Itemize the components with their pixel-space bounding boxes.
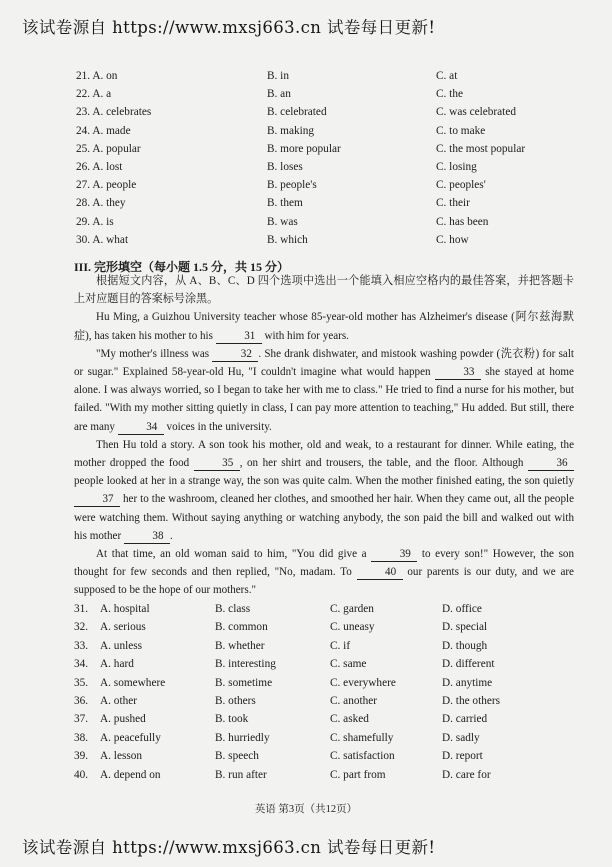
cloze-row <box>0 621 612 639</box>
question-number: 40. <box>74 768 89 781</box>
instruction: 根据短文内容，从 A、B、C、D 四个选项中选出一个能填入相应空格内的最佳答案，并把答题卡上对应题目的答案标号涂黑。 <box>74 275 574 306</box>
cloze-passage <box>74 272 574 600</box>
blank-32: 32 <box>212 348 258 362</box>
option-row <box>0 143 612 161</box>
option-b: B. them <box>267 197 303 210</box>
passage-text: our parents is our duty, and we are supposed to be the hope of our mothers." <box>74 566 574 597</box>
option-c: C. same <box>330 658 367 671</box>
option-row <box>0 216 612 234</box>
option-a: 24. A. made <box>76 124 131 137</box>
question-number: 37. <box>74 713 89 726</box>
paragraph-1 <box>74 308 574 344</box>
question-number: 33. <box>74 639 89 652</box>
page-footer: 英语 第3页（共12页） <box>254 804 358 815</box>
passage-text: . She drank dishwater, and mistook washing powder (洗衣粉) for salt or sugar." Explained 58-year-old Hu, "I couldn't imagine what would happen <box>74 347 574 379</box>
option-d: D. different <box>442 658 495 671</box>
option-d: D. report <box>442 750 483 763</box>
option-b: B. loses <box>267 160 303 173</box>
option-b: B. interesting <box>215 658 276 671</box>
passage-text: "My mother's illness was <box>96 347 210 360</box>
option-a: A. peacefully <box>100 731 161 744</box>
option-c: C. the most popular <box>436 142 526 155</box>
option-row <box>0 197 612 215</box>
grammar-options-list <box>0 70 612 252</box>
option-a: 29. A. is <box>76 215 114 228</box>
cloze-row <box>0 713 612 731</box>
option-c: C. everywhere <box>330 676 396 689</box>
option-c: C. how <box>436 233 469 246</box>
option-b: B. an <box>267 88 291 101</box>
cloze-row <box>0 603 612 621</box>
question-number: 32. <box>74 621 89 634</box>
option-b: B. which <box>267 233 308 246</box>
passage-text: people looked at her in a strange way, the son was quite calm. When the mother finished eating, the son quietly <box>74 475 574 488</box>
option-b: B. others <box>215 694 256 707</box>
option-d: D. office <box>442 603 482 615</box>
option-c: C. if <box>330 639 351 652</box>
option-b: B. whether <box>215 639 265 652</box>
option-a: 25. A. popular <box>76 142 141 155</box>
paragraph-3 <box>74 436 574 545</box>
blank-37: 37 <box>74 493 120 507</box>
option-b: B. common <box>215 621 268 634</box>
option-c: C. shamefully <box>330 731 394 744</box>
option-b: B. class <box>215 603 251 615</box>
option-d: D. special <box>442 621 488 634</box>
option-c: C. part from <box>330 768 386 781</box>
option-row <box>0 179 612 197</box>
option-c: C. satisfaction <box>330 750 395 763</box>
option-row <box>0 88 612 106</box>
blank-39: 39 <box>371 548 417 562</box>
option-a: 26. A. lost <box>76 160 123 173</box>
option-c: C. another <box>330 694 378 707</box>
cloze-row <box>0 658 612 676</box>
option-c: C. peoples' <box>436 179 486 192</box>
option-b: B. in <box>267 70 289 82</box>
option-b: B. people's <box>267 179 317 192</box>
option-a: A. hospital <box>100 603 150 615</box>
option-a: 28. A. they <box>76 197 126 210</box>
option-c: C. losing <box>436 160 477 173</box>
option-d: D. the others <box>442 694 501 707</box>
passage-text: At that time, an old woman said to him, "You did give a <box>96 548 367 561</box>
cloze-row <box>0 695 612 713</box>
option-c: C. uneasy <box>330 621 375 634</box>
passage-text: with him for years. <box>264 329 349 342</box>
section-title: III. 完形填空（每小题 1.5 分，共 15 分） <box>74 260 290 274</box>
option-b: B. making <box>267 124 315 137</box>
option-b: B. was <box>267 215 298 228</box>
passage-text: . <box>169 529 173 542</box>
option-b: B. run after <box>215 768 267 781</box>
source-banner-top: 该试卷源自 https://www.mxsj663.cn 试卷每日更新! <box>22 18 436 37</box>
option-b: B. sometime <box>215 676 273 689</box>
passage-text: Then Hu told a story. A son took his mother, old and weak, to a restaurant for dinner. While eating, the mother dropped the food <box>74 438 574 470</box>
option-row <box>0 70 612 88</box>
cloze-row <box>0 640 612 658</box>
question-number: 38. <box>74 731 89 744</box>
option-d: D. care for <box>442 768 491 781</box>
passage-text: to every son!" However, the son thought for few seconds and then replied, "No, madam. To <box>74 548 575 579</box>
option-d: D. though <box>442 639 488 652</box>
paragraph-2 <box>74 345 574 436</box>
option-a: A. unless <box>100 639 143 652</box>
option-a: A. somewhere <box>100 676 166 689</box>
option-c: C. garden <box>330 603 374 615</box>
question-number: 31. <box>74 603 89 615</box>
blank-38: 38 <box>124 530 170 544</box>
cloze-row <box>0 677 612 695</box>
question-number: 35. <box>74 676 89 689</box>
cloze-row <box>0 769 612 787</box>
blank-36: 36 <box>528 457 574 471</box>
option-c: C. their <box>436 197 470 210</box>
option-row <box>0 125 612 143</box>
option-a: A. other <box>100 694 138 707</box>
option-b: B. more popular <box>267 142 341 155</box>
passage-text: her to the washroom, cleaned her clothes, and smoothed her hair. When they came out, all the people were watching them. Without saying anything or watching anybody, the son paid the bill and walked out with his mother <box>74 493 575 542</box>
option-row <box>0 234 612 252</box>
passage-text: she stayed at home alone. I was always worried, so I began to take her with me to class." He tried to find a nurse for his mother, but failed. "With my mother sitting quietly in class, I can pay more attention to teaching," Hu added. But still, there are many <box>74 366 574 433</box>
passage-text: , on her shirt and trousers, the table, and the floor. Although <box>239 457 524 470</box>
passage-text: voices in the university. <box>166 420 272 433</box>
option-b: B. took <box>215 713 249 726</box>
blank-33: 33 <box>435 366 481 380</box>
question-number: 36. <box>74 694 89 707</box>
option-d: D. carried <box>442 713 488 726</box>
cloze-row <box>0 732 612 750</box>
option-c: C. was celebrated <box>436 106 516 119</box>
option-c: C. asked <box>330 713 369 726</box>
option-a: A. hard <box>100 658 134 671</box>
option-c: C. at <box>436 70 458 82</box>
option-a: A. serious <box>100 621 146 634</box>
option-b: B. hurriedly <box>215 731 270 744</box>
source-banner-bottom: 该试卷源自 https://www.mxsj663.cn 试卷每日更新! <box>22 838 436 857</box>
option-d: D. sadly <box>442 731 480 744</box>
option-a: A. pushed <box>100 713 146 726</box>
option-a: 23. A. celebrates <box>76 106 152 119</box>
option-b: B. speech <box>215 750 259 763</box>
option-row <box>0 106 612 124</box>
paragraph-4 <box>74 545 574 600</box>
blank-31: 31 <box>216 330 262 344</box>
option-a: 22. A. a <box>76 88 112 101</box>
question-number: 39. <box>74 750 89 763</box>
option-b: B. celebrated <box>267 106 327 119</box>
question-number: 34. <box>74 658 89 671</box>
cloze-options-list <box>0 603 612 787</box>
option-row <box>0 161 612 179</box>
blank-34: 34 <box>118 421 164 435</box>
option-a: A. depend on <box>100 768 161 781</box>
option-c: C. to make <box>436 124 486 137</box>
blank-35: 35 <box>194 457 240 471</box>
option-a: 21. A. on <box>76 70 118 82</box>
option-c: C. the <box>436 88 463 101</box>
passage-text: Hu Ming, a Guizhou University teacher whose 85-year-old mother has Alzheimer's disease (阿尔兹海默症), has taken his mother to his <box>74 311 574 342</box>
blank-40: 40 <box>357 566 403 580</box>
cloze-row <box>0 750 612 768</box>
option-a: A. lesson <box>100 750 143 763</box>
option-a: 30. A. what <box>76 233 129 246</box>
option-d: D. anytime <box>442 676 493 689</box>
option-a: 27. A. people <box>76 179 137 192</box>
option-c: C. has been <box>436 215 489 228</box>
